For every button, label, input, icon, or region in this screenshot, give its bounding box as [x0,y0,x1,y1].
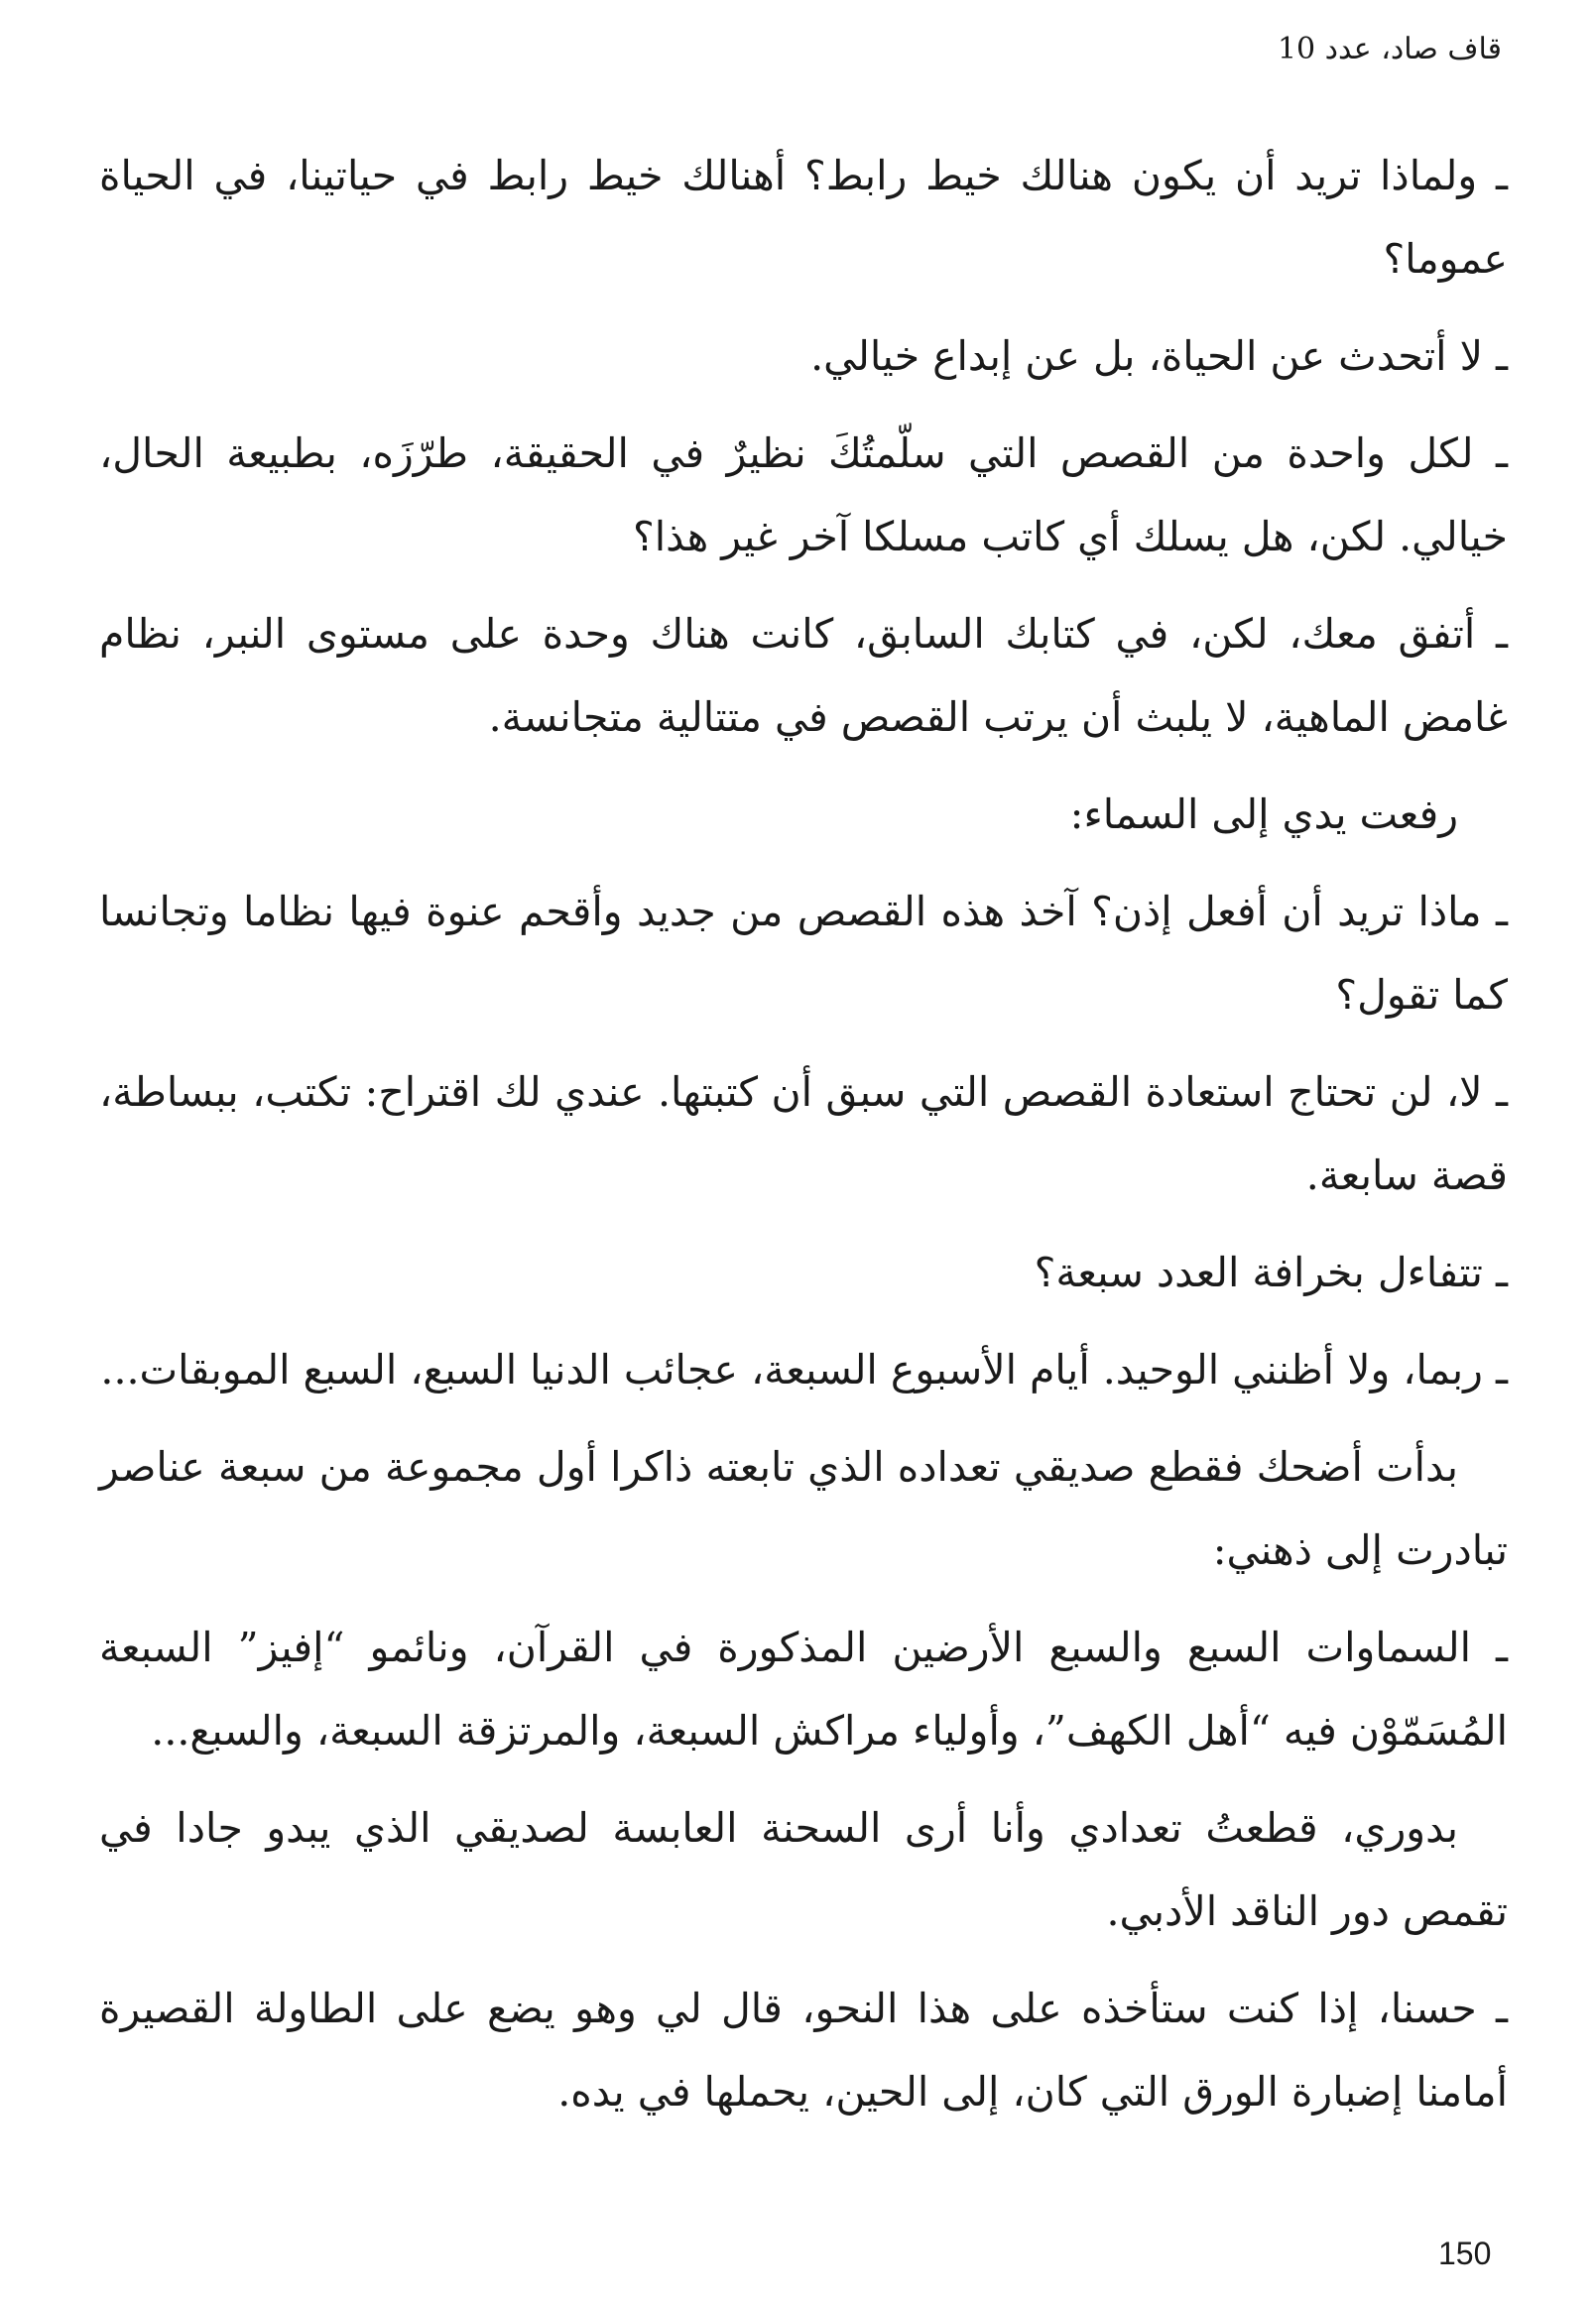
body-text [99,134,1508,2147]
running-header: قاف صاد، عدد 10 [1277,32,1502,66]
page-number: 150 [1438,2236,1492,2271]
paragraph-narration: بدأت أضحك فقطع صديقي تعداده الذي تابعته ذاكرا أول مجموعة من سبعة عناصر تبادرت إلى ذهني: [99,1443,1508,1574]
paragraph-dialogue: ـ تتفاءل بخرافة العدد سبعة؟ [1034,1249,1508,1296]
paragraph-dialogue: ـ أتفق معك، لكن، في كتابك السابق، كانت هناك وحدة على مستوى النبر، نظام غامض الماهية، لا يلبث أن يرتب القصص في متتالية متجانسة. [99,610,1508,741]
paragraph-narration: رفعت يدي إلى السماء: [1069,790,1458,838]
paragraph-dialogue: ـ ماذا تريد أن أفعل إذن؟ آخذ هذه القصص من جديد وأقحم عنوة فيها نظاما وتجانسا كما تقول؟ [99,888,1508,1019]
paragraph-dialogue: ـ حسنا، إذا كنت ستأخذه على هذا النحو، قال لي وهو يضع على الطاولة القصيرة أمامنا إضبارة الورق التي كان، إلى الحين، يحملها في يده. [99,1985,1508,2116]
paragraph-dialogue: ـ لكل واحدة من القصص التي سلّمتُكَ نظيرٌ في الحقيقة، طرّزَه، بطبيعة الحال، خيالي. لكن، هل يسلك أي كاتب مسلكا آخر غير هذا؟ [99,429,1508,560]
paragraph-dialogue: ـ لا، لن تحتاج استعادة القصص التي سبق أن كتبتها. عندي لك اقتراح: تكتب، ببساطة، قصة سابعة. [99,1068,1508,1199]
paragraph-dialogue: ـ لا أتحدث عن الحياة، بل عن إبداع خيالي. [810,332,1508,380]
paragraph-narration: بدوري، قطعتُ تعدادي وأنا أرى السحنة العابسة لصديقي الذي يبدو جادا في تقمص دور الناقد الأدبي. [99,1804,1508,1935]
paragraph-dialogue: ـ ربما، ولا أظنني الوحيد. أيام الأسبوع السبعة، عجائب الدنيا السبع، السبع الموبقات... [100,1346,1508,1393]
paragraph-dialogue: ـ ولماذا تريد أن يكون هنالك خيط رابط؟ أهنالك خيط رابط في حياتينا، في الحياة عموما؟ [99,152,1508,283]
paragraph-dialogue: ـ السماوات السبع والسبع الأرضين المذكورة في القرآن، ونائمو “إفيز” السبعة المُسَمّوْن فيه “أهل الكهف”، وأولياء مراكش السبعة، والمرتزقة السبعة، والسبع... [99,1624,1508,1755]
